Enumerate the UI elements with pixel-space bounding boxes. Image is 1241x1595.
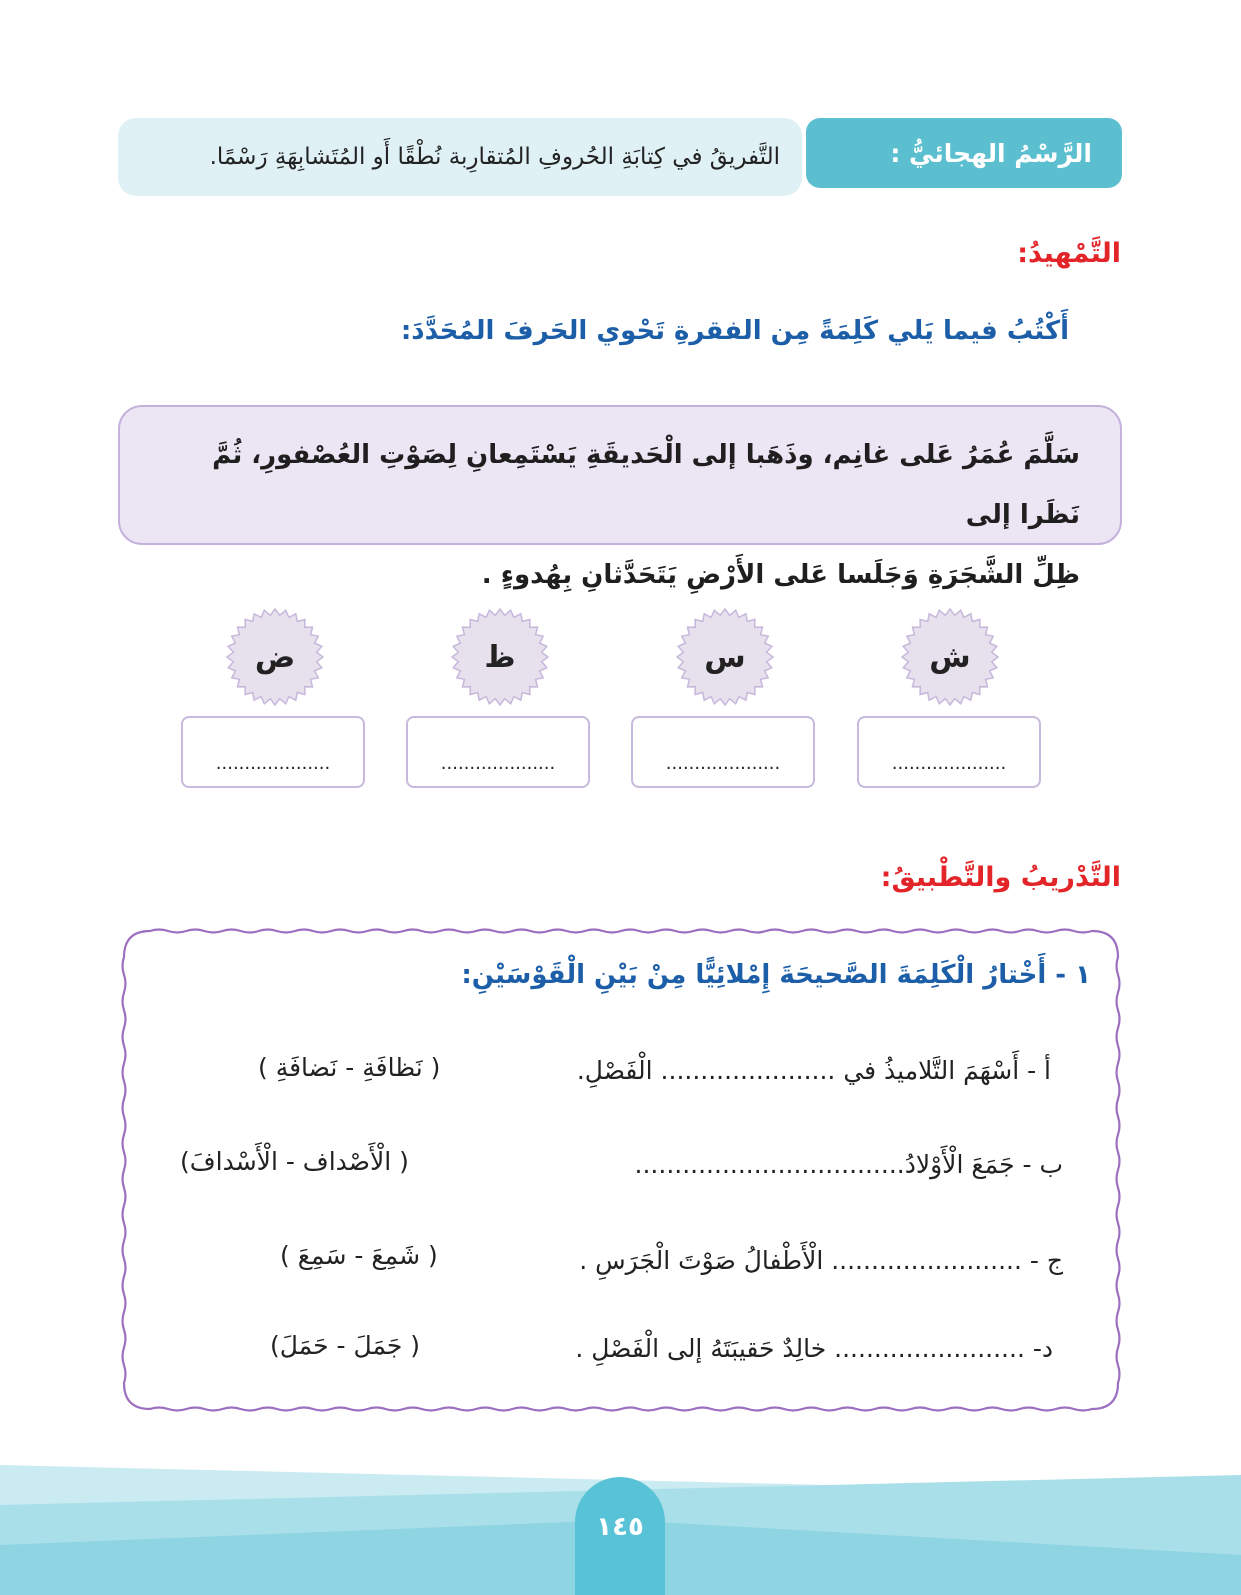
exercise-options-c: ( شَمِعَ - سَمِعَ ) <box>280 1241 438 1270</box>
topic-description: التَّفريقُ في كِتابَةِ الحُروفِ المُتقارِبة نُطْقًا أَو المُتَشابِهَةِ رَسْمًا. <box>118 118 802 196</box>
intro-heading: التَّمْهيدُ: <box>1017 238 1121 269</box>
answer-box-1[interactable]: .................... <box>857 716 1041 788</box>
passage-line-2: ظِلِّ الشَّجَرَةِ وَجَلَسا عَلى الأَرْضِ يَتَحَدَّثانِ بِهُدوءٍ . <box>481 560 1080 590</box>
badge-letter: س <box>704 639 746 675</box>
topic-label: الرَّسْمُ الهجائيُّ : <box>806 118 1122 188</box>
passage-box <box>118 405 1122 590</box>
practice-heading: التَّدْريبُ والتَّطْبيقُ: <box>880 862 1121 893</box>
badge-letter: ض <box>254 639 296 675</box>
exercise-sentence-b: ب - جَمَعَ الْأَوْلادُ.................................. <box>634 1150 1063 1179</box>
letter-badge-2 <box>675 607 775 707</box>
answer-box-2[interactable]: .................... <box>631 716 815 788</box>
question-1: ١ - أَخْتارُ الْكَلِمَةَ الصَّحيحَةَ إِمْلائِيًّا مِنْ بَيْنِ الْقَوْسَيْنِ: <box>461 960 1091 990</box>
letter-badge-3 <box>450 607 550 707</box>
exercise-options-a: ( نَظافَةِ - نَضافَةِ ) <box>258 1053 441 1082</box>
page-number: ١٤٥ <box>575 1477 665 1595</box>
answer-box-4[interactable]: .................... <box>181 716 365 788</box>
badge-letter: ش <box>929 639 971 675</box>
exercise-options-d: ( جَمَلَ - حَمَلَ) <box>270 1331 421 1360</box>
badge-letter: ظ <box>484 639 516 675</box>
answer-box-3[interactable]: .................... <box>406 716 590 788</box>
exercise-sentence-a: أ - أَسْهَمَ التَّلاميذُ في ...................... الْفَصْلِ. <box>576 1056 1051 1085</box>
exercise-sentence-c: ج - ........................ الْأَطْفالُ صَوْتَ الْجَرَسِ . <box>579 1246 1063 1275</box>
passage-line-1: سَلَّمَ عُمَرُ عَلى غانِم، وذَهَبا إلى الْحَديقَةِ يَسْتَمِعانِ لِصَوْتِ العُصْفورِ، ثُمَّ نَظَرا إلى <box>212 440 1080 530</box>
letter-badge-4 <box>225 607 325 707</box>
letter-badge-1 <box>900 607 1000 707</box>
intro-instruction: أَكْتُبُ فيما يَلي كَلِمَةً مِن الفقرةِ تَحْوي الحَرفَ المُحَدَّدَ: <box>400 316 1069 346</box>
exercise-options-b: ( الْأَصْداف - الْأَسْدافَ) <box>180 1147 409 1176</box>
exercise-sentence-d: د- ........................ خالِدٌ حَقيبَتَهُ إلى الْفَصْلِ . <box>575 1334 1053 1363</box>
